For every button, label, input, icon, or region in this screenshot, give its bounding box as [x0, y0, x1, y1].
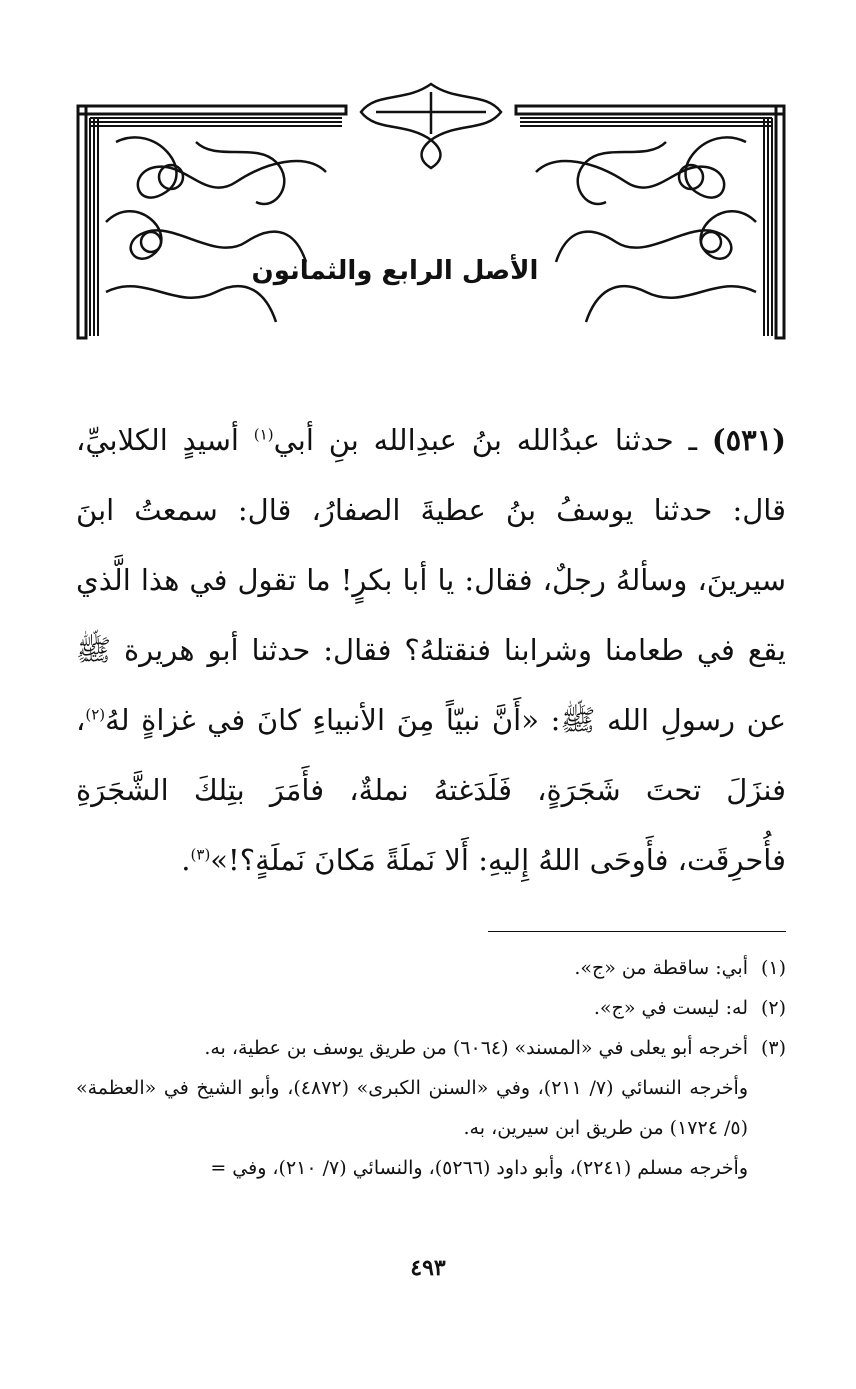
- footnote-1: [76, 948, 786, 988]
- hadith-text-part-3: ، فنزَلَ تحتَ شَجَرَةٍ، فَلَدَغتهُ نملةٌ، فأَمَرَ بتِلكَ الشَّجَرَةِ فأُحرِقَت، فأَوحَى اللهُ إِليهِ: أَلا نَملَةً مَكانَ نَملَةٍ؟!»: [76, 703, 786, 877]
- hadith-end-punctuation: .: [181, 843, 191, 877]
- chapter-title: الأصل الرابع والثمانون: [251, 256, 539, 286]
- footnote-3-continuation-2: وأخرجه مسلم (٢٢٤١)، وأبو داود (٥٢٦٦)، والنسائي (٧/ ٢١٠)، وفي =: [210, 1157, 748, 1179]
- page-number: ٤٩٣: [410, 1255, 446, 1281]
- footnote-separator: [488, 931, 786, 932]
- footnote-marker-1: (١): [253, 425, 274, 444]
- hadith-paragraph: [76, 405, 786, 895]
- footnote-2: [76, 988, 786, 1028]
- footnote-3: [76, 1028, 786, 1068]
- footnote-text: له: ليست في «ج».: [593, 997, 748, 1019]
- footnote-3-continuation-1: وأخرجه النسائي (٧/ ٢١١)، وفي «السنن الكبرى» (٤٨٧٢)، وأبو الشيخ في «العظمة» (٥/ ١٧٢٤) من طريق ابن سيرين، به.: [76, 1077, 748, 1139]
- hadith-number: (٥٣١): [711, 423, 787, 457]
- footnote-marker-3: (٣): [190, 845, 211, 864]
- footnotes: [76, 948, 786, 1188]
- chapter-header-ornament: [76, 82, 786, 340]
- hadith-text: [76, 405, 786, 895]
- footnote-number: (٣): [760, 1037, 786, 1059]
- footnote-text: أبي: ساقطة من «ج».: [574, 957, 748, 979]
- footnote-number: (١): [760, 957, 786, 979]
- footnote-text: أخرجه أبو يعلى في «المسند» (٦٠٦٤) من طريق يوسف بن عطية، به.: [204, 1037, 748, 1059]
- hadith-text-part-2: أسيدٍ الكلابيِّ، قال: حدثنا يوسفُ بنُ عطيةَ الصفارُ، قال: سمعتُ ابنَ سيرينَ، وسألهُ رجلٌ، فقال: يا أبا بكرٍ! ما تقول في هذا الَّذي يقع في طعامنا وشرابنا فنقتلهُ؟ فقال: حدثنا أبو هريرة ﷺ عن رسولِ الله ﷺ: «أَنَّ نبيّاً مِنَ الأنبياءِ كانَ في غزاةٍ لهُ: [76, 423, 786, 737]
- hadith-text-part-1: ـ حدثنا عبدُالله بنُ عبدِالله بنِ أبي: [273, 423, 697, 457]
- ornamental-frame: [76, 82, 786, 340]
- footnote-number: (٢): [760, 997, 786, 1019]
- footnote-marker-2: (٢): [85, 705, 106, 724]
